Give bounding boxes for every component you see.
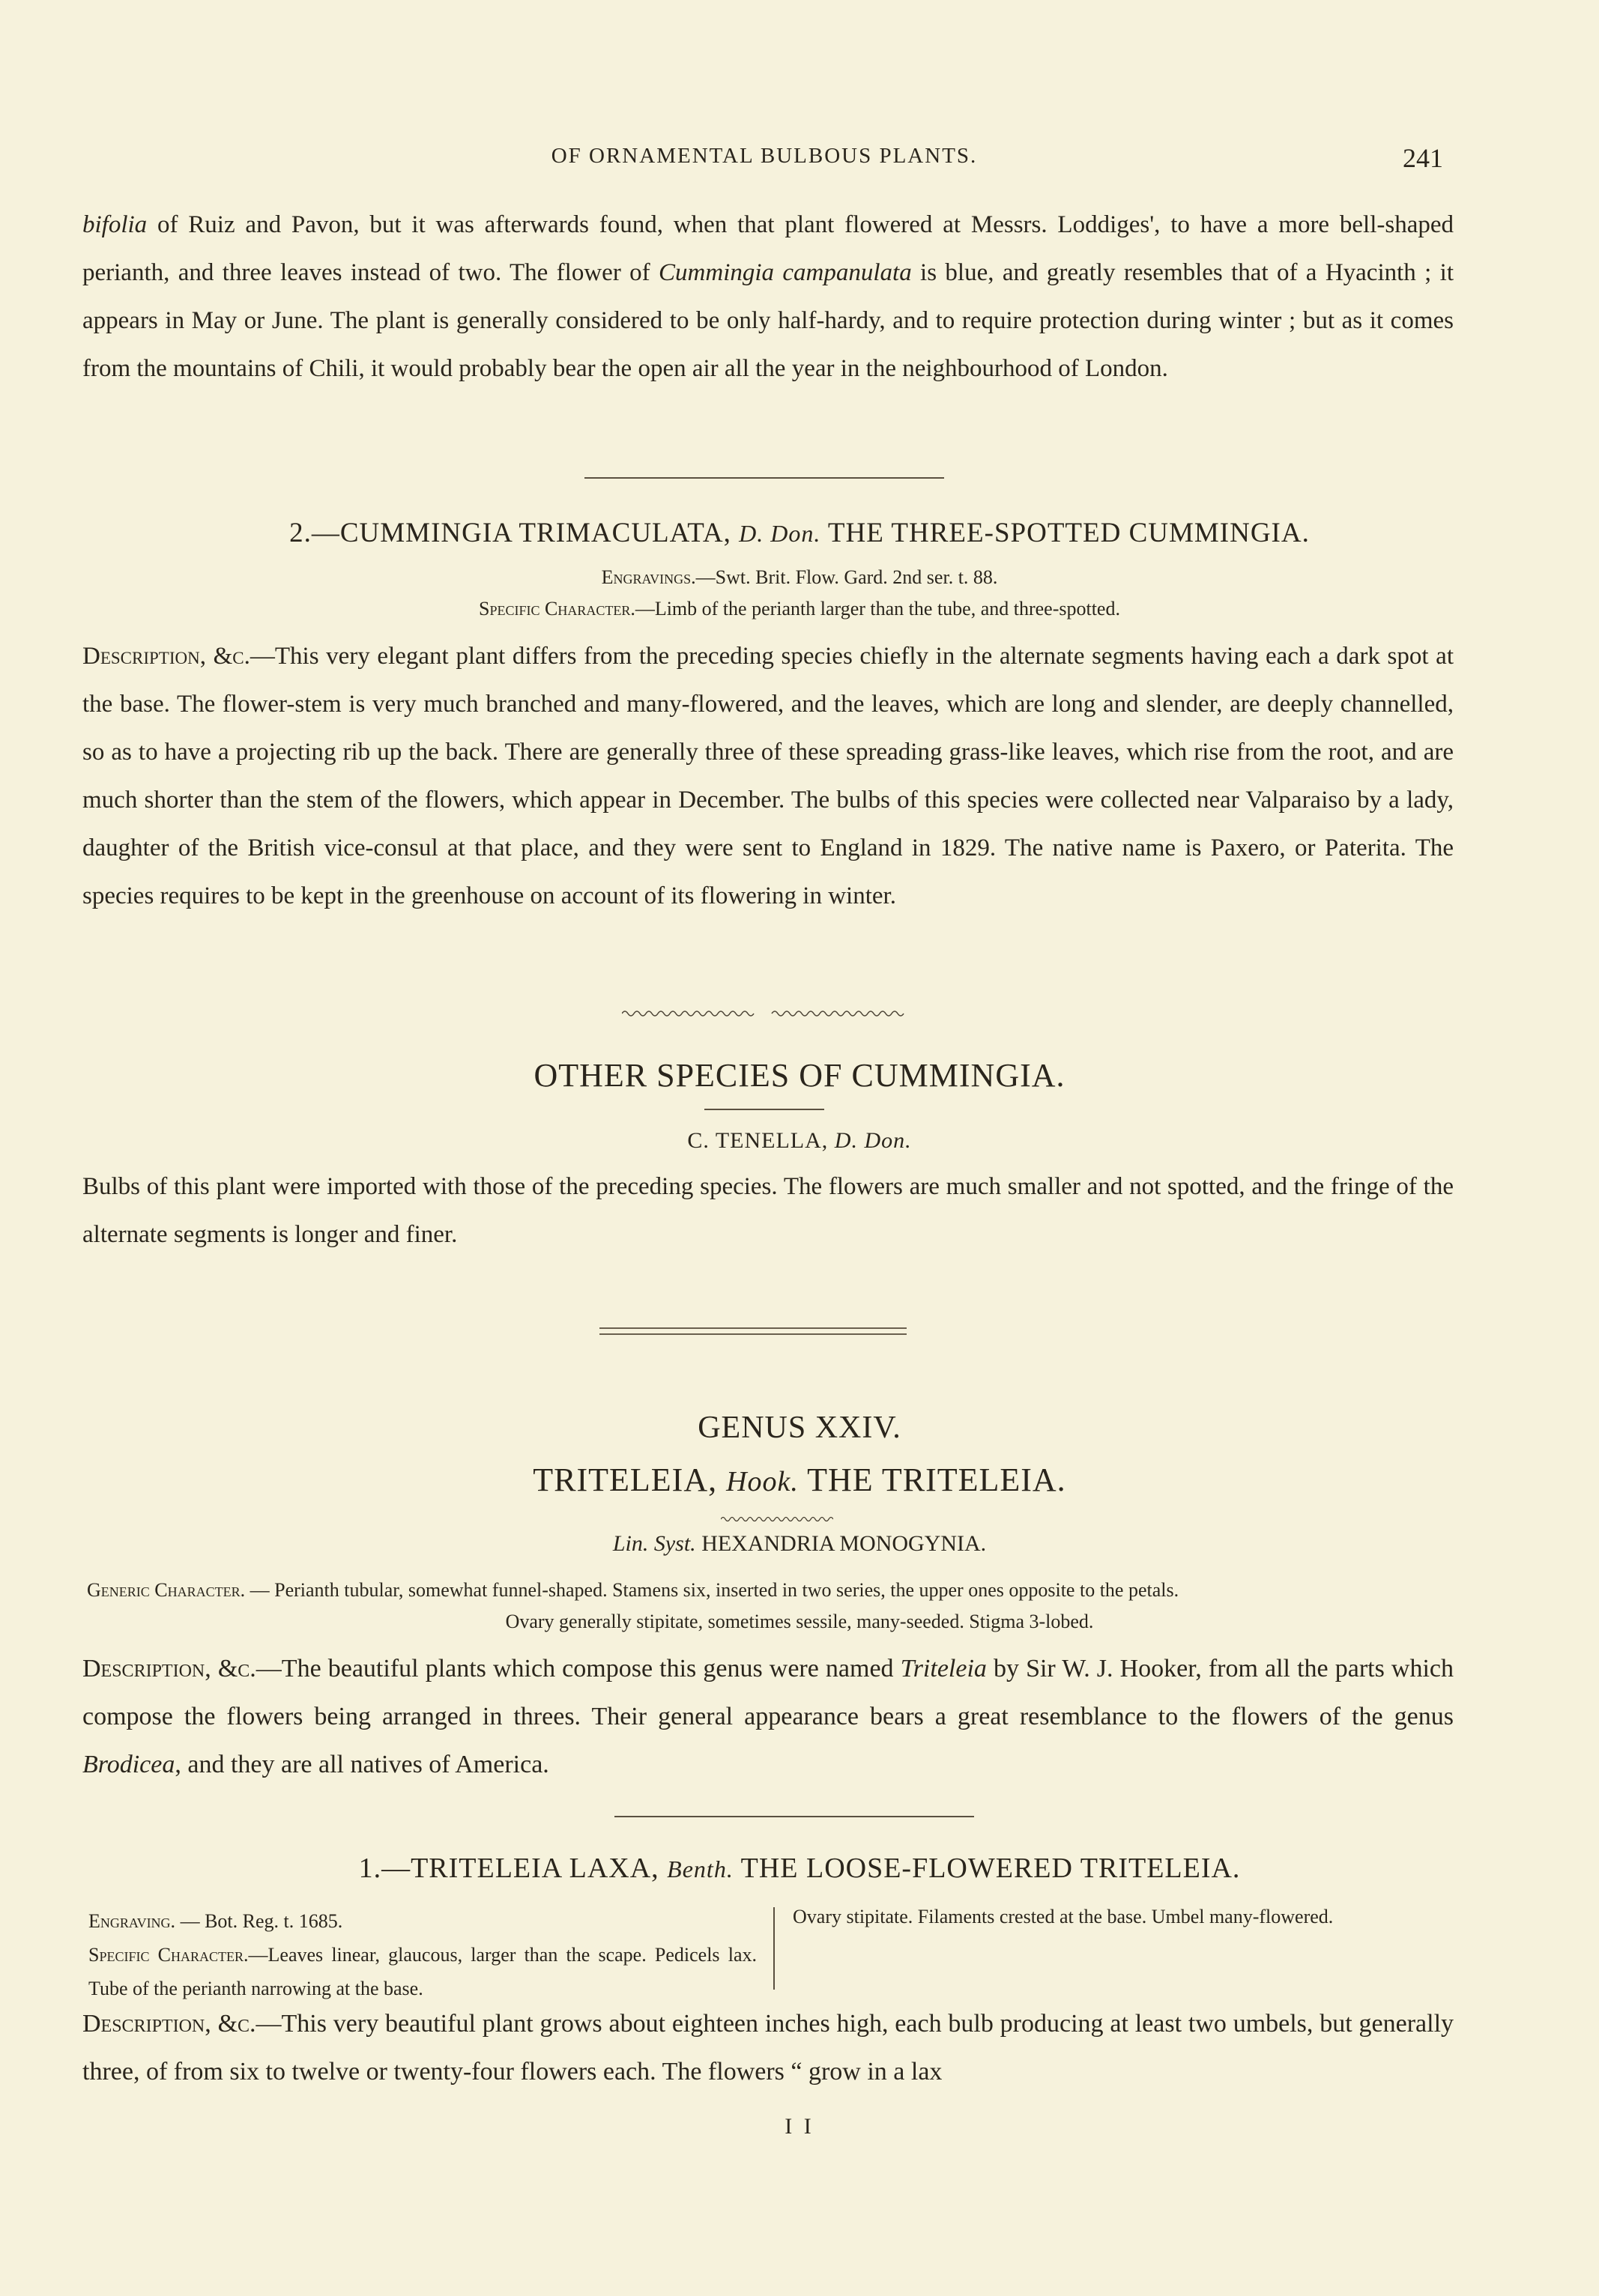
printer-signature: I I: [785, 2114, 814, 2139]
species-1-author: Benth.: [667, 1856, 734, 1882]
intro-text-2: is blue, and greatly resembles that of a Hyacinth ; it appears in May or June. The plant is generally considered to be only half-hardy, and to require protection during winter ; but as it comes from the mountains of Chili, it would probably bear the open air all the year in the neighbourhood of London.: [82, 259, 1454, 382]
species-1-num: 1.—TRITELEIA LAXA,: [358, 1853, 668, 1884]
species-2-specific-character: [0, 598, 1599, 620]
description-text: —This very elegant plant differs from the preceding species chiefly in the alternate segments having each a dark spot at the base. The flower-stem is very much branched and many-flowered, and the leaves, which are long and slender, are deeply channelled, so as to have a projecting rib up the back. There are generally three of these spreading grass-like leaves, which rise from the root, and are much shorter than the stem of the flowers, which appear in December. The bulbs of this species were collected near Valparaiso by a lady, daughter of the British vice-consul at that place, and they were sent to England in 1829. The native name is Paxero, or Paterita. The species requires to be kept in the greenhouse on account of its flowering in winter.: [82, 643, 1454, 909]
species-2-num: 2.—CUMMINGIA TRIMACULATA,: [289, 518, 740, 548]
species-1-right-column: Ovary stipitate. Filaments crested at the base. Umbel many-flowered.: [793, 1906, 1334, 1927]
genus-desc-text-1: —The beautiful plants which compose this genus were named: [256, 1655, 901, 1682]
generic-character-line-1: [87, 1579, 1458, 1602]
lin-text: HEXANDRIA MONOGYNIA.: [695, 1531, 987, 1556]
genus-desc-label: Description, &c.: [82, 1655, 256, 1682]
species-1-heading: [0, 1852, 1599, 1885]
genus-name-heading: [0, 1461, 1599, 1499]
column-divider: [773, 1907, 775, 1990]
section-divider: [584, 477, 944, 479]
genus-name: TRITELEIA,: [533, 1461, 727, 1498]
engraving-text: — Bot. Reg. t. 1685.: [175, 1910, 343, 1932]
tenella-name: C. TENELLA,: [687, 1128, 835, 1153]
tenella-paragraph: [82, 1163, 1454, 1258]
species-1-specific-label: Specific Character.: [88, 1944, 249, 1966]
wavy-ornament: [622, 1008, 907, 1020]
species-2-engravings: [0, 566, 1599, 589]
tenella-author: D. Don.: [834, 1128, 912, 1153]
species-2-heading: [0, 517, 1599, 549]
genus-desc-italic-2: Brodicea: [82, 1751, 175, 1778]
intro-italic-2: Cummingia campanulata: [659, 259, 912, 286]
genus-desc-text-2: by Sir W. J. Hooker, from all the parts which compose the flowers being arranged in threes. Their general appearance bears a great resemblance to the flowers of the genus: [82, 1655, 1454, 1730]
species-1-left-column: [88, 1904, 757, 2005]
tenella-text: Bulbs of this plant were imported with those of the preceding species. The flowers are much smaller and not spotted, and the fringe of the alternate segments is longer and finer.: [82, 1173, 1454, 1248]
species-divider: [614, 1816, 974, 1817]
genus-desc-text-3: , and they are all natives of America.: [175, 1751, 549, 1778]
engravings-text: —Swt. Brit. Flow. Gard. 2nd ser. t. 88.: [695, 566, 998, 588]
description-label: Description, &c.: [82, 643, 250, 670]
intro-text-1: of Ruiz and Pavon, but it was afterwards found, when that plant flowered at Messrs. Loddiges', to have a more bell-shaped perianth, and three leaves instead of two. The flower of: [82, 211, 1454, 286]
species-1-specific-text: —Leaves linear, glaucous, larger than the scape. Pedicels lax. Tube of the perianth narrowing at the base.: [88, 1944, 757, 1999]
tenella-heading: [0, 1128, 1599, 1154]
species-1-desc-label: Description, &c.: [82, 2010, 256, 2038]
species-1-common: THE LOOSE-FLOWERED TRITELEIA.: [733, 1853, 1241, 1884]
running-title: OF ORNAMENTAL BULBOUS PLANTS.: [551, 144, 978, 168]
page-number: 241: [1403, 143, 1443, 173]
double-divider: [599, 1327, 907, 1335]
engraving-label: Engraving.: [88, 1910, 176, 1932]
intro-lead-italic: bifolia: [82, 211, 148, 238]
genus-wavy-ornament: [721, 1515, 833, 1524]
species-1-description: [82, 2000, 1454, 2096]
genus-author: Hook.: [726, 1466, 799, 1497]
generic-label: Generic Character.: [87, 1579, 246, 1601]
genus-desc-italic-1: Triteleia: [900, 1655, 987, 1682]
genus-title: GENUS XXIV.: [698, 1411, 901, 1445]
specific-text: —Limb of the perianth larger than the tube, and three-spotted.: [635, 598, 1120, 620]
species-2-description: [82, 632, 1454, 920]
engravings-label: Engravings.: [601, 566, 696, 588]
intro-paragraph: [82, 201, 1454, 393]
species-1-desc-text: —This very beautiful plant grows about eighteen inches high, each bulb producing at least two umbels, but generally three, of from six to twelve or twenty-four flowers each. The flowers “ grow in a lax: [82, 2010, 1454, 2086]
generic-character-line-2: Ovary generally stipitate, sometimes sessile, many-seeded. Stigma 3-lobed.: [505, 1611, 1094, 1632]
species-2-common: THE THREE-SPOTTED CUMMINGIA.: [820, 518, 1310, 548]
linnaean-system: [0, 1531, 1599, 1557]
other-species-underline: [704, 1109, 824, 1110]
generic-text-1: — Perianth tubular, somewhat funnel-shaped. Stamens six, inserted in two series, the upper ones opposite to the petals.: [245, 1579, 1179, 1601]
other-species-heading: OTHER SPECIES OF CUMMINGIA.: [533, 1057, 1066, 1094]
species-2-author: D. Don.: [739, 520, 821, 547]
lin-label: Lin. Syst.: [612, 1531, 696, 1556]
genus-description: [82, 1645, 1454, 1789]
specific-label: Specific Character.: [479, 598, 635, 620]
genus-common: THE TRITELEIA.: [798, 1461, 1066, 1498]
